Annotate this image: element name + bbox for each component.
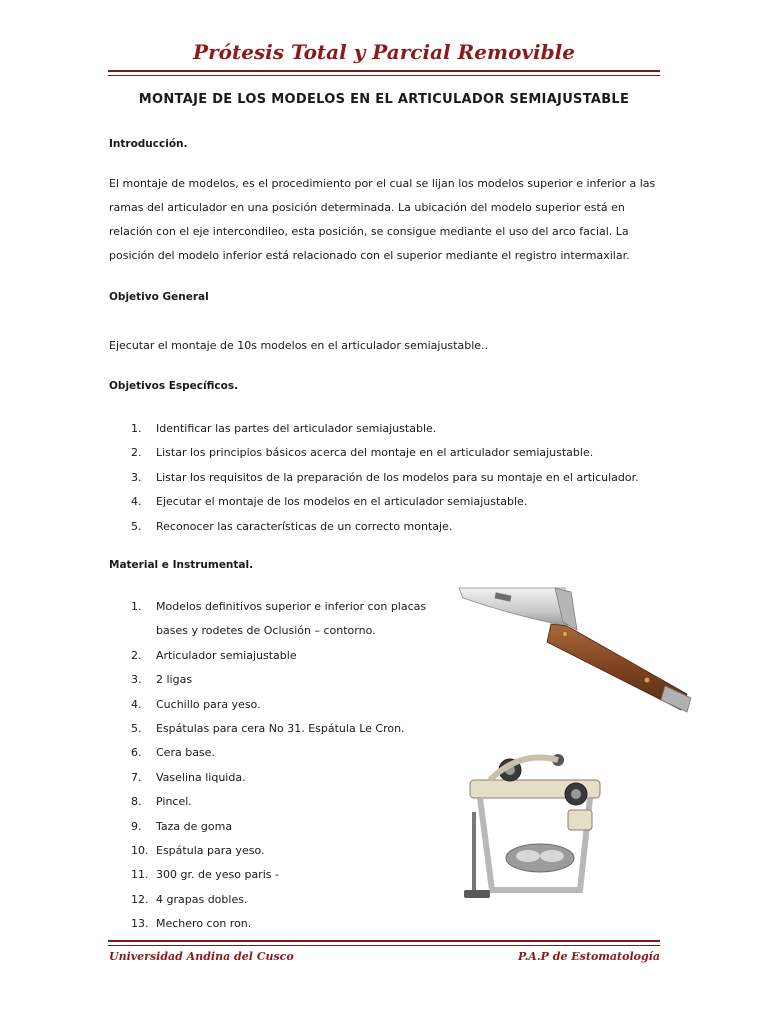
header-title: Prótesis Total y Parcial Removible	[193, 40, 575, 64]
footer-rule	[108, 940, 660, 946]
specific-objectives-heading: Objetivos Específicos.	[109, 380, 239, 392]
item-number: 8.	[131, 795, 142, 809]
intro-heading: Introducción.	[109, 138, 188, 150]
item-text: Espátulas para cera No 31. Espátula Le Cron.	[156, 721, 405, 735]
footer-department: P.A.P de Estomatología	[518, 950, 660, 963]
item-number: 13.	[131, 917, 149, 931]
item-number: 6.	[131, 746, 142, 760]
item-text: 2 ligas	[156, 673, 193, 687]
item-number: 11.	[131, 868, 149, 882]
item-number: 5.	[131, 721, 142, 735]
item-number: 12.	[131, 892, 149, 906]
item-text: Vaselina liquida.	[156, 770, 246, 784]
item-number: 10.	[131, 843, 149, 857]
general-objective-text: Ejecutar el montaje de 10s modelos en el articulador semiajustable..	[109, 339, 489, 352]
item-text: 4 grapas dobles.	[156, 892, 248, 906]
item-text: Identificar las partes del articulador semiajustable.	[156, 422, 437, 435]
item-text: Ejecutar el montaje de los modelos en el articulador semiajustable.	[156, 495, 528, 509]
item-text-continued: bases y rodetes de Oclusión – contorno.	[156, 624, 376, 637]
item-number: 4.	[131, 697, 142, 711]
plaster-knife-image	[455, 582, 695, 722]
item-text: Modelos definitivos superior e inferior con placas	[156, 600, 427, 613]
materials-heading: Material e Instrumental.	[109, 559, 254, 571]
item-text: 300 gr. de yeso paris -	[156, 868, 279, 882]
item-text: Listar los principios básicos acerca del montaje en el articulador semiajustable.	[156, 446, 594, 460]
document-title: MONTAJE DE LOS MODELOS EN EL ARTICULADOR SEMIAJUSTABLE	[138, 92, 630, 107]
general-objective-heading: Objetivo General	[109, 291, 209, 303]
semi-adjustable-articulator-image	[450, 740, 620, 910]
item-text: Reconocer las características de un correcto montaje.	[156, 519, 453, 533]
item-number: 9.	[131, 819, 142, 833]
item-number: 1.	[131, 422, 142, 435]
header-rule	[108, 70, 660, 76]
item-text: Cera base.	[156, 746, 215, 760]
item-text: Listar los requisitos de la preparación de los modelos para su montaje en el articulador.	[156, 470, 639, 484]
item-number: 5.	[131, 519, 142, 533]
item-number: 7.	[131, 770, 142, 784]
item-text: Articulador semiajustable	[156, 648, 297, 662]
item-number: 2.	[131, 648, 142, 662]
item-text: Cuchillo para yeso.	[156, 697, 261, 711]
item-number: 1.	[131, 600, 142, 613]
item-number: 4.	[131, 495, 142, 509]
intro-paragraph: El montaje de modelos, es el procedimiento por el cual se lijan los modelos superior e inferior a las ramas del articulador en una posición determinada. La ubicación del modelo superior está en relación con el eje intercondileo, esta posición, se consigue mediante el uso del arco facial. La posición del modelo inferior está relacionado con el superior mediante el registro intermaxilar.	[109, 177, 656, 262]
item-text: Taza de goma	[156, 819, 233, 833]
item-text: Mechero con ron.	[156, 917, 252, 931]
item-text: Espátula para yeso.	[156, 843, 265, 857]
item-number: 2.	[131, 446, 142, 460]
item-number: 3.	[131, 673, 142, 687]
item-number: 3.	[131, 470, 142, 484]
footer-university: Universidad Andina del Cusco	[109, 950, 294, 963]
item-text: Pincel.	[156, 795, 192, 809]
